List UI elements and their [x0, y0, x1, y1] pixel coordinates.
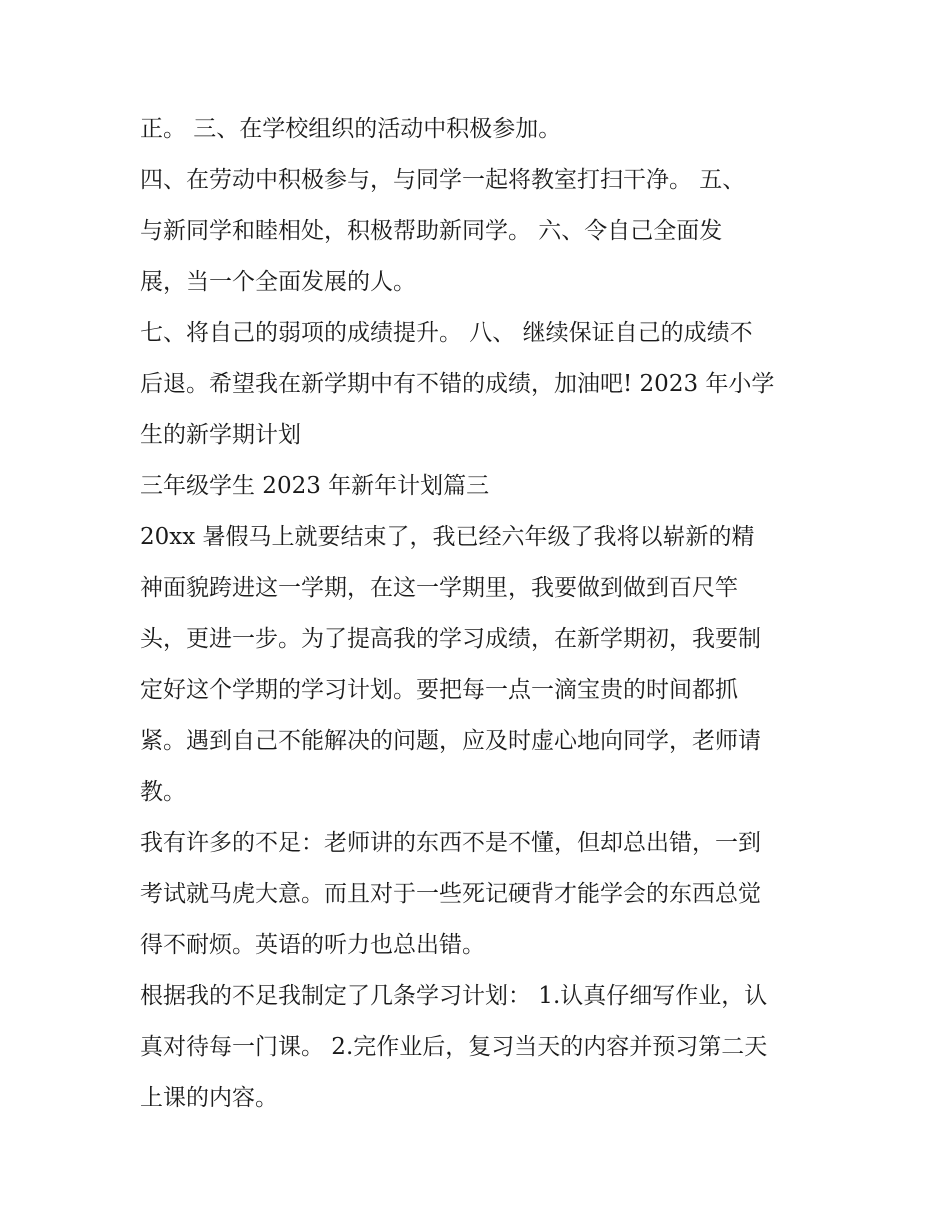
text-line-20: 上课的内容。	[140, 1085, 278, 1111]
text-line-11: 头，更进一步。为了提高我的学习成绩，在新学期初，我要制	[140, 626, 761, 652]
text-line-12: 定好这个学期的学习计划。要把每一点一滴宝贵的时间都抓	[140, 677, 738, 703]
text-line-13: 紧。遇到自己不能解决的问题，应及时虚心地向同学，老师请	[140, 728, 761, 754]
text-line-9: 20xx 暑假马上就要结束了，我已经六年级了我将以崭新的精	[140, 524, 755, 550]
text-line-7: 生的新学期计划	[140, 422, 301, 448]
body-text	[140, 104, 820, 1124]
text-line-3: 与新同学和睦相处，积极帮助新同学。 六、令自己全面发	[140, 218, 723, 244]
text-line-4: 展，当一个全面发展的人。	[140, 269, 416, 295]
text-line-15: 我有许多的不足：老师讲的东西不是不懂，但却总出错，一到	[140, 830, 761, 856]
section-heading: 三年级学生 2023 年新年计划篇三	[140, 473, 490, 499]
text-line-19: 真对待每一门课。 2.完作业后，复习当天的内容并预习第二天	[140, 1034, 768, 1060]
text-line-17: 得不耐烦。英语的听力也总出错。	[140, 932, 485, 958]
text-line-16: 考试就马虎大意。而且对于一些死记硬背才能学会的东西总觉	[140, 881, 761, 907]
text-line-14: 教。	[140, 779, 186, 805]
text-line-2: 四、在劳动中积极参与，与同学一起将教室打扫干净。 五、	[140, 167, 746, 193]
text-line-6: 后退。希望我在新学期中有不错的成绩，加油吧! 2023 年小学	[140, 371, 775, 397]
text-line-5: 七、将自己的弱项的成绩提升。 八、 继续保证自己的成绩不	[140, 320, 753, 346]
text-line-18: 根据我的不足我制定了几条学习计划： 1.认真仔细写作业，认	[140, 983, 768, 1009]
text-line-10: 神面貌跨进这一学期，在这一学期里，我要做到做到百尺竿	[140, 575, 738, 601]
text-line-1: 正。 三、在学校组织的活动中积极参加。	[140, 116, 562, 142]
